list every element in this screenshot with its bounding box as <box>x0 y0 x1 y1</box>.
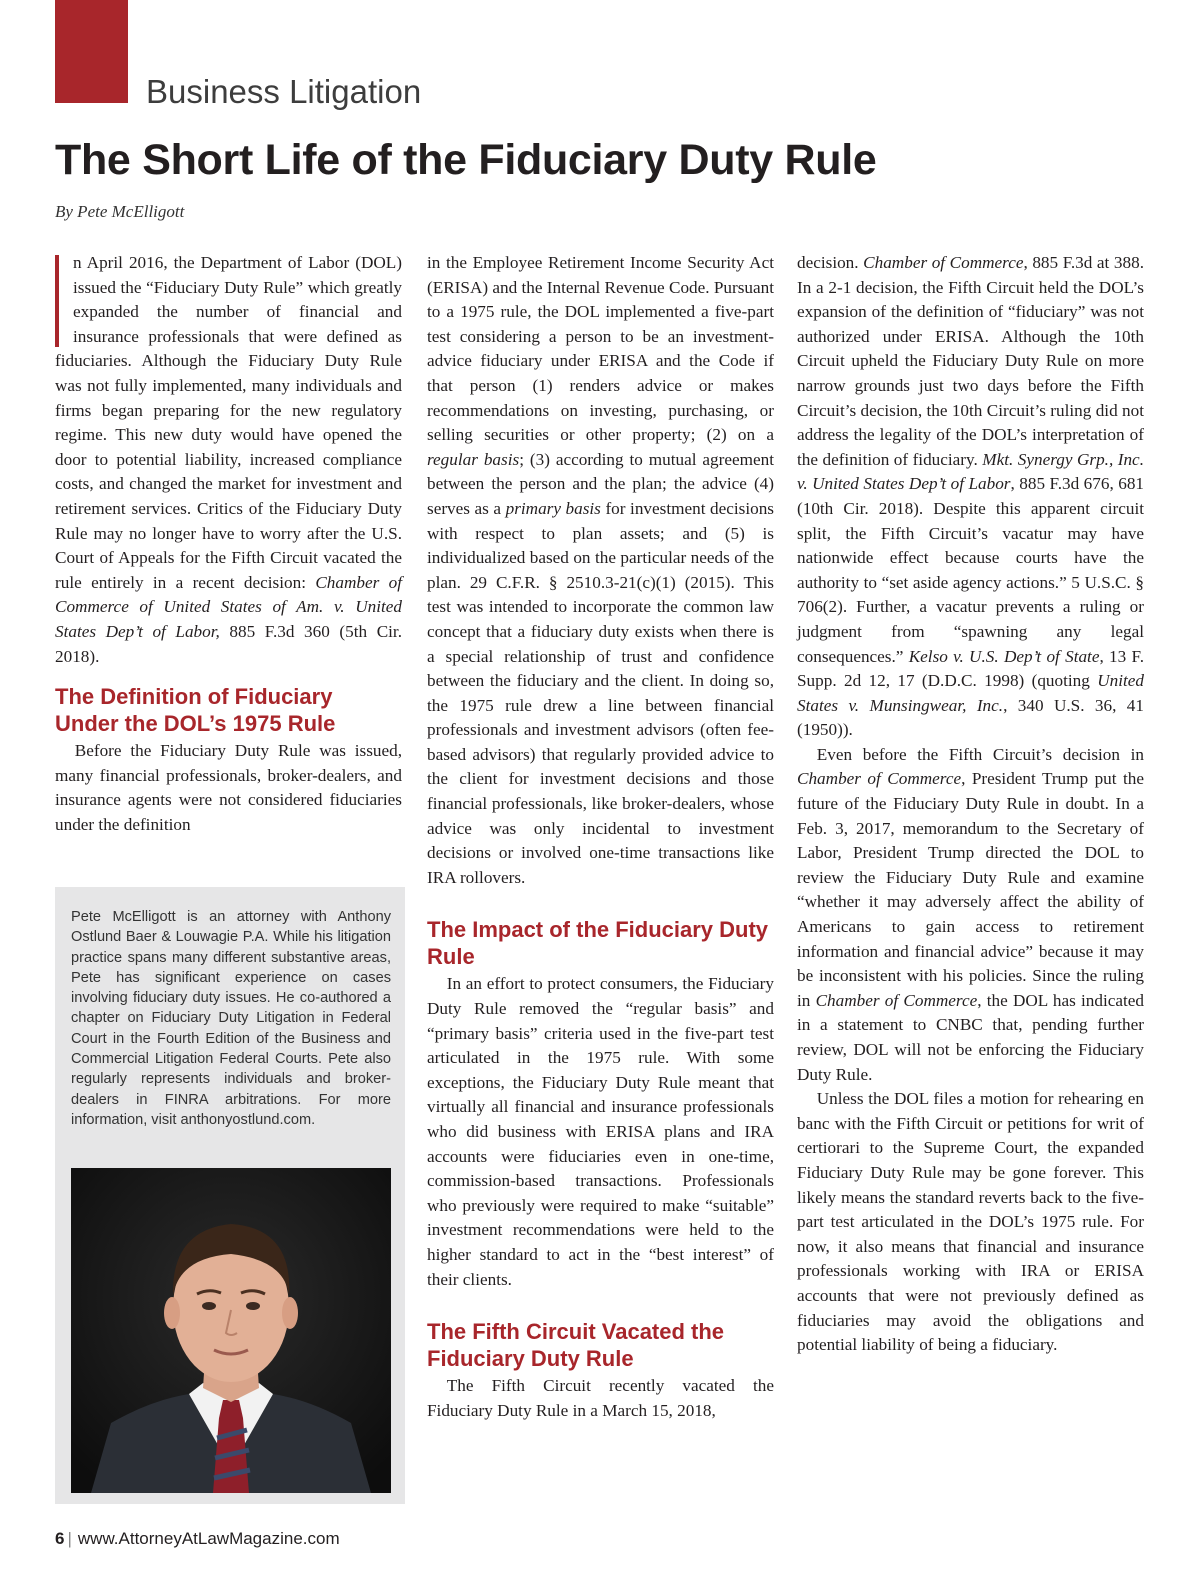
italic-run: primary basis <box>505 498 601 518</box>
column-3 <box>797 251 1144 1358</box>
definition-text-part1 <box>55 741 402 834</box>
text-run: In an effort to protect consumers, the Fiduciary Duty Rule removed the “regular basis” and “primary basis” criteria used in the five-part test articulated in the 1975 rule. With some exceptions, the Fiduciary Duty Rule meant that virtually all financial and insurance professionals who did business with ERISA plans and IRA accounts were fiduciaries even in one-time, commission-based transactions. Professionals who previously were required to make “suitable” investment recommendations were held to the higher standard to act in the “best interest” of their clients. <box>427 974 774 1289</box>
text-run: , 885 F.3d at 388. In a 2-1 decision, the Fifth Circuit held the DOL’s expansion of the definition of “fiduciary” was not authorized under ERISA. Although the 10th Circuit upheld the Fiduciary Duty Rule on more narrow grounds just two days before the Fifth Circuit’s decision, the 10th Circuit’s ruling did not address the legality of the DOL’s interpretation of the definition of fiduciary. <box>797 253 1144 469</box>
text-run: Unless the DOL files a motion for rehearing en banc with the Fifth Circuit or petitions for writ of certiorari to the Supreme Court, the expanded Fiduciary Duty Rule may be gone forever. This likely means the standard reverts back to the five-part test articulated in the DOL’s 1975 rule. For now, it also means that financial and insurance professionals working with IRA or ERISA accounts that were not previously defined as fiduciaries may avoid the obligations and potential liability of being a fiduciary. <box>797 1089 1144 1355</box>
final-text <box>797 1089 1144 1354</box>
fifth-circuit-text-part1 <box>427 1376 774 1420</box>
text-run: n April 2016, the Department of Labor (DOL) issued the “Fiduciary Duty Rule” which greatly expanded the number of financial and insurance professionals that were defined as fiduciaries. Although the Fiduciary Duty Rule was not fully implemented, many individuals and firms began preparing for the new regulatory regime. This new duty would have opened the door to potential liability, increased compliance costs, and changed the market for investment and retirement services. Critics of the Fiduciary Duty Rule may no longer have to worry after the U.S. Court of Appeals for the Fifth Circuit vacated the rule entirely in a recent decision: <box>55 253 402 592</box>
subhead-definition: The Definition of Fiduciary Under the DOL’s 1975 Rule <box>55 684 336 737</box>
author-photo <box>71 1168 391 1493</box>
section-label: Business Litigation <box>146 73 422 110</box>
footer-separator: | <box>67 1529 72 1548</box>
paragraph-final <box>797 1087 1144 1358</box>
drop-cap <box>55 255 67 347</box>
byline: By Pete McElligott <box>55 202 185 221</box>
italic-run: Mkt. Synergy Grp., Inc. v. United States Dep’t of Labor <box>797 449 1144 494</box>
text-run: in the Employee Retirement Income Security Act (ERISA) and the Internal Revenue Code. Pursuant to a 1975 rule, the DOL implemented a five-part test considering a person to be an investment-advice fiduciary under ERISA and the Code if that person (1) renders advice or makes recommendations on investing, purchasing, or selling securities or other property; (2) on a <box>427 253 775 445</box>
page-number: 6 <box>55 1529 65 1548</box>
column-1 <box>55 251 402 837</box>
text-run: , 885 F.3d 676, 681 (10th Cir. 2018). Despite this apparent circuit split, the Fifth Circuit’s vacatur may have nationwide effect because courts have the authority to “set aside agency actions.” 5 U.S.C. § 706(2). Further, a vacatur prevents a ruling or judgment from “spawning any legal consequences.” <box>797 474 1145 666</box>
text-run: Even before the Fifth Circuit’s decision in <box>816 744 1144 764</box>
section-color-tab <box>55 0 128 103</box>
italic-run: United States v. Munsingwear, Inc. <box>797 671 1144 715</box>
page-footer <box>55 1527 340 1551</box>
italic-run: Chamber of Commerce of United States of Am. v. United States Dep’t of Labor, <box>55 572 402 641</box>
author-bio-box <box>55 887 405 1504</box>
subhead-fifth-circuit: The Fifth Circuit Vacated the Fiduciary Duty Rule <box>427 1319 725 1372</box>
paragraph-definition-start <box>55 739 402 837</box>
text-run: 885 F.3d 360 (5th Cir. 2018). <box>55 621 402 666</box>
text-run: , 340 U.S. 36, 41 (1950)). <box>797 695 1144 740</box>
text-run: , the DOL has indicated in a statement to CNBC that, pending further review, DOL will not be enforcing the Fiduciary Duty Rule. <box>797 990 1144 1084</box>
intro-paragraph <box>55 251 402 669</box>
text-run: , 13 F. Supp. 2d 12, 17 (D.D.C. 1998) (quoting <box>797 646 1144 691</box>
impact-text <box>427 974 774 1288</box>
text-run: for investment decisions with respect to plan assets; and (5) is individualized based on the particular needs of the plan. 29 C.F.R. § 2510.3-21(c)(1) (2015). This test was intended to incorporate the common law concept that a fiduciary duty exists when there is a special relationship of trust and confidence between the fiduciary and the client. In doing so, the 1975 rule drew a line between financial professionals and investment advisors (often fee-based advisors) that regularly provided advice to the client for investment decisions and those financial professionals, like broker-dealers, whose advice was only incidental to investment decisions or involved one-time transactions like IRA rollovers. <box>427 498 775 887</box>
definition-text-part2 <box>427 253 774 887</box>
text-run: ; (3) according to mutual agreement between the person and the plan; the advice (4) serves as a <box>427 449 774 518</box>
italic-run: Chamber of Commerce <box>815 990 978 1010</box>
italic-run: regular basis <box>427 449 520 469</box>
article-title: The Short Life of the Fiduciary Duty Rule <box>55 136 877 184</box>
paragraph-fifth-circuit-cont <box>797 251 1144 743</box>
fifth-circuit-text-part2 <box>797 253 1144 739</box>
paragraph-impact <box>427 972 774 1292</box>
footer-website: www.AttorneyAtLawMagazine.com <box>77 1529 340 1548</box>
text-run: Before the Fiduciary Duty Rule was issued, many financial professionals, broker-dealers, and insurance agents were not considered fiduciaries under the definition <box>55 741 402 834</box>
author-bio-text: Pete McElligott is an attorney with Anthony Ostlund Baer & Louwagie P.A. While his litigation practice spans many different substantive areas, Pete has significant experience on cases involving fiduciary duty issues. He co-authored a chapter on Fiduciary Duty Litigation in Federal Court in the Fourth Edition of the Business and Commercial Litigation Federal Courts. Pete also regularly represents individuals and broker-dealers in FINRA arbitrations. For more information, visit anthonyostlund.com. <box>71 909 391 1128</box>
italic-run: Chamber of Commerce <box>797 769 962 789</box>
italic-run: Kelso v. U.S. Dep’t of State <box>908 646 1100 666</box>
text-run: The Fifth Circuit recently vacated the Fiduciary Duty Rule in a March 15, 2018, <box>427 1376 774 1420</box>
text-run: , President Trump put the future of the Fiduciary Duty Rule in doubt. In a Feb. 3, 2017, memorandum to the Secretary of Labor, President Trump directed the DOL to review the Fiduciary Duty Rule and examine “whether it may adversely affect the ability of Americans to gain access to retirement information and financial advice” because it may be inconsistent with his policies. Since the ruling in <box>797 769 1144 1010</box>
paragraph-trump <box>797 743 1144 1087</box>
paragraph-definition-cont <box>427 251 774 890</box>
subhead-impact: The Impact of the Fiduciary Duty Rule <box>427 917 769 970</box>
italic-run: Chamber of Commerce <box>863 253 1024 272</box>
paragraph-fifth-circuit-start <box>427 1374 774 1423</box>
trump-text <box>797 745 1144 1084</box>
text-run: decision. <box>797 253 864 272</box>
intro-text <box>55 253 402 666</box>
column-2 <box>427 251 774 1423</box>
